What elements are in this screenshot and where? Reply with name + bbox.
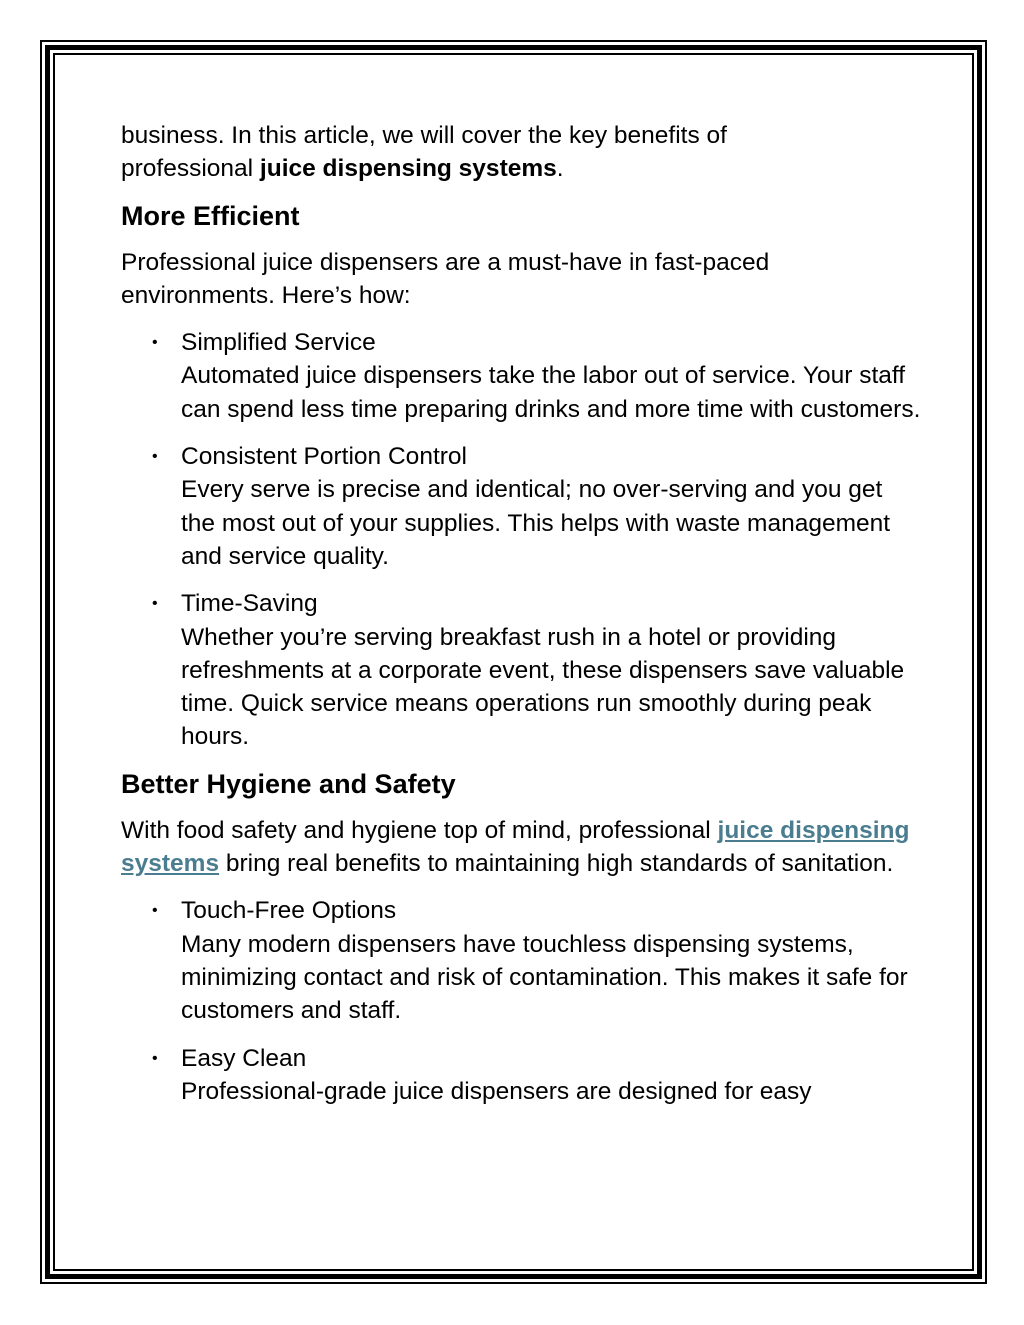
list-item-body: Many modern dispensers have touchless dispensing systems, minimizing contact and risk of contamination. This makes it safe for customers and staff.	[181, 930, 908, 1025]
section2-lead-paragraph	[121, 814, 921, 881]
section-heading-more-efficient: More Efficient	[121, 200, 300, 231]
list-item-title: Touch-Free Options	[181, 897, 397, 925]
section-heading-hygiene-safety: Better Hygiene and Safety	[121, 768, 456, 799]
list-item-body: Every serve is precise and identical; no over-serving and you get the most out of your supplies. This helps with waste management and service quality.	[181, 476, 891, 570]
section2-lead-prefix: With food safety and hygiene top of mind, professional	[121, 816, 718, 844]
intro-line-1: business. In this article, we will cover the key benefits of	[121, 122, 727, 149]
list-item	[121, 1042, 921, 1109]
list-item	[121, 587, 921, 753]
bullet-icon: •	[152, 448, 158, 466]
article-body	[121, 119, 921, 1122]
section1-lead-line-2: environments. Here’s how:	[121, 281, 411, 309]
list-item-body: Professional-grade juice dispensers are designed for easy	[181, 1077, 812, 1105]
section2-lead-suffix: bring real benefits to maintaining high standards of sanitation.	[219, 850, 894, 878]
list-item-body: Automated juice dispensers take the labor out of service. Your staff can spend less time preparing drinks and more time with customers.	[181, 362, 921, 423]
intro-bold-phrase: juice dispensing systems	[259, 155, 557, 183]
intro-suffix: .	[556, 155, 564, 183]
juice-dispensing-systems-link[interactable]: juice dispensing systems	[121, 816, 910, 878]
efficiency-benefits-list	[121, 326, 921, 754]
intro-paragraph	[121, 119, 921, 186]
intro-prefix: professional	[121, 155, 260, 183]
list-item-title: Simplified Service	[181, 329, 376, 357]
bullet-icon: •	[152, 595, 158, 613]
list-item	[121, 326, 921, 426]
section1-lead-line-1: Professional juice dispensers are a must-have in fast-paced	[121, 248, 770, 276]
list-item-title: Consistent Portion Control	[181, 443, 467, 471]
list-item-title: Time-Saving	[181, 590, 318, 618]
list-item	[121, 894, 921, 1027]
section1-lead-paragraph	[121, 246, 921, 313]
hygiene-benefits-list	[121, 894, 921, 1108]
list-item-title: Easy Clean	[181, 1044, 307, 1072]
list-item	[121, 440, 921, 573]
bullet-icon: •	[152, 334, 158, 352]
list-item-body: Whether you’re serving breakfast rush in a hotel or providing refreshments at a corporate event, these dispensers save valuable time. Quick service means operations run smoothly during peak hours.	[181, 623, 905, 751]
bullet-icon: •	[152, 1049, 158, 1067]
bullet-icon: •	[152, 902, 158, 920]
